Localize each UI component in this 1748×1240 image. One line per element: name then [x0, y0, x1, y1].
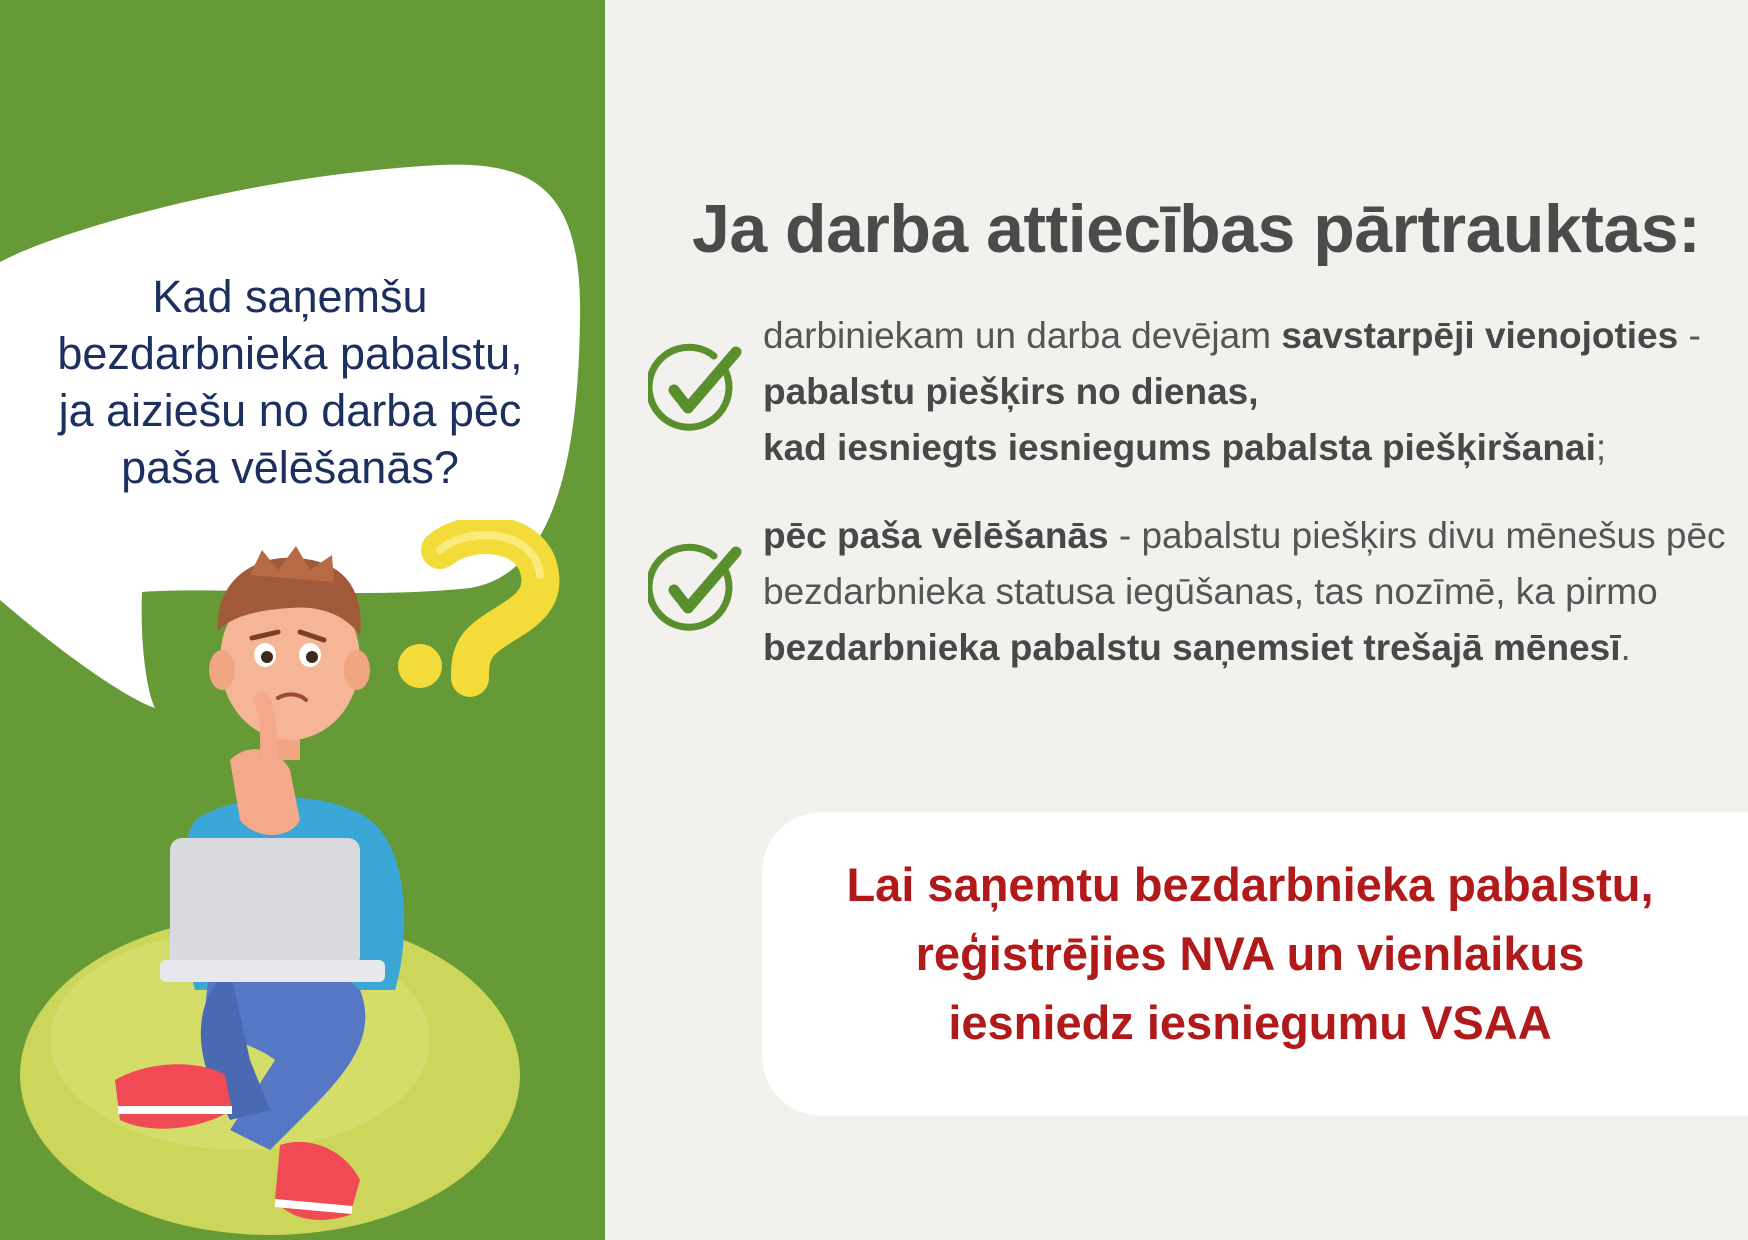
cta-line: iesniedz iesniegumu VSAA — [948, 996, 1552, 1049]
text-run: ; — [1595, 427, 1607, 468]
bubble-line: bezdarbnieka pabalstu, — [57, 328, 523, 379]
laptop-icon — [160, 838, 385, 982]
cta-line: Lai saņemtu bezdarbnieka pabalstu, — [846, 858, 1654, 911]
text-run: - pabalstu piešķirs divu mēnešus pēc bezdarbnieka statusa iegūšanas, tas nozīmē, ka pirmo — [763, 515, 1726, 612]
text-run: - — [1678, 315, 1701, 356]
bubble-line: Kad saņemšu — [152, 271, 428, 322]
text-run-bold: kad iesniegts iesniegums pabalsta piešķiršanai — [763, 427, 1596, 468]
check-circle-icon — [648, 342, 743, 437]
bubble-line: ja aiziešu no darba pēc — [58, 385, 522, 436]
text-run: darbiniekam un darba devējam — [763, 315, 1282, 356]
text-run-bold: bezdarbnieka pabalstu saņemsiet trešajā mēnesī — [763, 627, 1621, 668]
cta-line: reģistrējies NVA un vienlaikus — [915, 927, 1585, 980]
headline: Ja darba attiecības pārtrauktas: — [692, 191, 1701, 267]
check-circle-icon — [648, 542, 743, 637]
bubble-line: paša vēlēšanās? — [121, 442, 459, 493]
info-item-text — [763, 308, 1748, 476]
text-run-bold: savstarpēji vienojoties — [1281, 315, 1679, 356]
bubble-question — [10, 268, 570, 496]
text-run: . — [1620, 627, 1631, 668]
text-run-bold: pabalstu piešķirs no dienas, — [763, 371, 1259, 412]
cta-box — [762, 812, 1748, 1116]
info-item-text — [763, 508, 1748, 676]
cta-text — [762, 850, 1738, 1057]
thinking-person-illustration — [0, 520, 605, 1240]
question-mark-icon — [398, 535, 540, 688]
text-run-bold: pēc paša vēlēšanās — [763, 515, 1109, 556]
